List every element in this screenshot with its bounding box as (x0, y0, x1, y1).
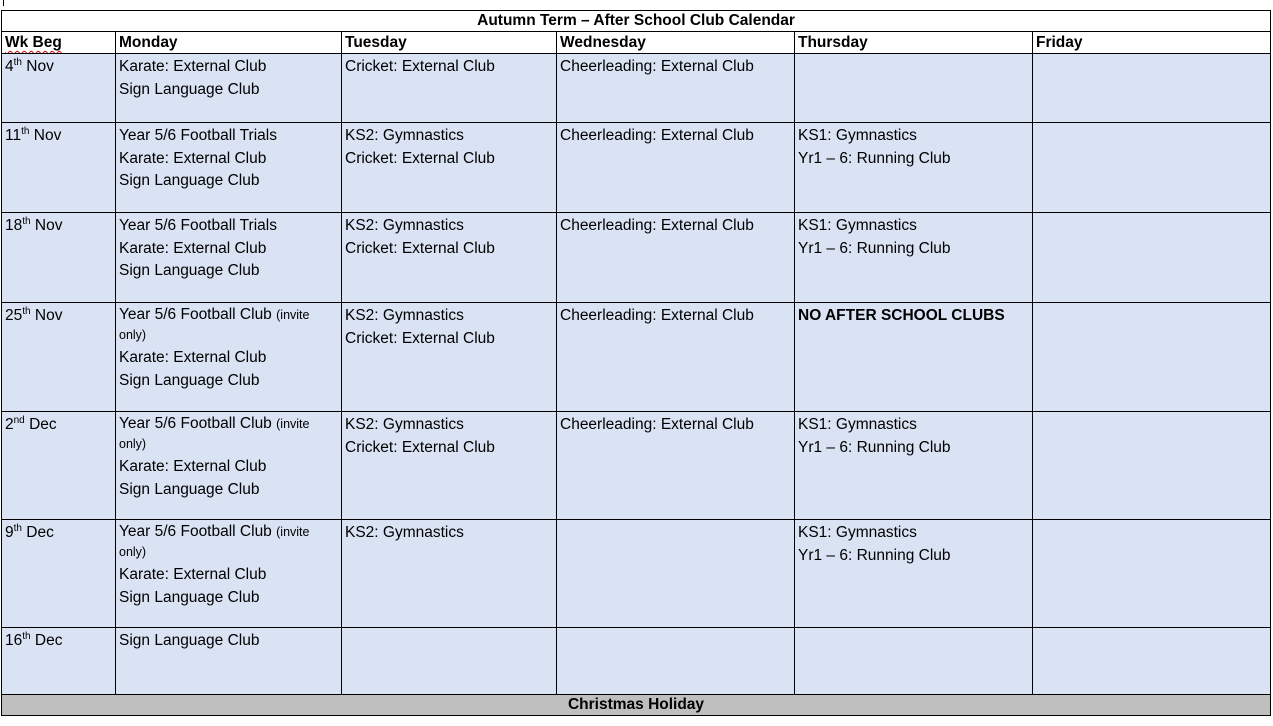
week-day-number: 18 (5, 217, 23, 234)
week-beginning (2, 123, 116, 213)
week-month: Dec (26, 524, 54, 541)
cell-thursday (795, 54, 1033, 123)
cell-wednesday (557, 123, 795, 213)
cell-tuesday (342, 412, 557, 520)
cell-friday (1033, 628, 1271, 695)
club-entry: Year 5/6 Football Trials (119, 127, 277, 144)
football-club-entry (119, 414, 338, 454)
club-entry: Year 5/6 Football Trials (119, 217, 277, 234)
cell-friday (1033, 213, 1271, 303)
calendar-title: Autumn Term – After School Club Calendar (2, 11, 1271, 32)
cell-tuesday (342, 628, 557, 695)
cell-monday (116, 213, 342, 303)
cell-wednesday (557, 412, 795, 520)
ordinal-suffix: th (22, 215, 31, 227)
holiday-row (2, 695, 1271, 716)
week-row (2, 303, 1271, 412)
ordinal-suffix: th (13, 522, 22, 534)
week-beginning (2, 213, 116, 303)
football-club-entry (119, 305, 338, 345)
club-entry: KS1: Gymnastics (798, 524, 917, 541)
week-month: Nov (33, 127, 62, 144)
club-entry: Sign Language Club (119, 80, 260, 98)
football-club-entry (119, 522, 338, 562)
cell-monday (116, 303, 342, 412)
club-entry: Sign Language Club (119, 172, 260, 189)
header-thursday: Thursday (795, 32, 1033, 54)
week-month: Nov (34, 217, 63, 234)
header-monday: Monday (116, 32, 342, 54)
club-entry: Karate: External Club (119, 149, 267, 167)
cell-friday (1033, 520, 1271, 628)
header-week: Wk Beg (2, 32, 116, 54)
no-clubs-notice: NO AFTER SCHOOL CLUBS (798, 307, 1005, 324)
cell-wednesday (557, 303, 795, 412)
cell-thursday (795, 520, 1033, 628)
club-entry: Sign Language Club (119, 632, 260, 649)
club-entry: KS1: Gymnastics (798, 127, 917, 144)
club-entry: Cheerleading: External Club (560, 217, 754, 234)
club-entry: KS2: Gymnastics (345, 127, 464, 144)
club-entry: Karate: External Club (119, 458, 267, 475)
cell-friday (1033, 303, 1271, 412)
football-club-label: Year 5/6 Football Club (119, 306, 272, 323)
header-wednesday: Wednesday (557, 32, 795, 54)
cell-friday (1033, 123, 1271, 213)
football-club-label: Year 5/6 Football Club (119, 523, 272, 540)
club-entry: Karate: External Club (119, 239, 267, 257)
cell-monday (116, 412, 342, 520)
week-row (2, 54, 1271, 123)
cell-friday (1033, 54, 1271, 123)
cell-tuesday (342, 213, 557, 303)
week-beginning (2, 628, 116, 695)
club-entry: Sign Language Club (119, 371, 260, 389)
club-entry: Cheerleading: External Club (560, 127, 754, 144)
club-entry: Cricket: External Club (345, 329, 495, 347)
club-entry: Karate: External Club (119, 349, 267, 366)
title-row (2, 11, 1271, 32)
ordinal-suffix: th (13, 56, 22, 68)
week-row (2, 123, 1271, 213)
cell-wednesday (557, 213, 795, 303)
week-day-number: 4 (5, 58, 14, 75)
ordinal-suffix: nd (13, 414, 25, 426)
club-entry: KS2: Gymnastics (345, 416, 464, 433)
club-entry: KS2: Gymnastics (345, 307, 464, 324)
week-day-number: 11 (5, 127, 22, 144)
cell-wednesday (557, 628, 795, 695)
cell-wednesday (557, 54, 795, 123)
club-calendar-table (1, 10, 1271, 716)
header-tuesday: Tuesday (342, 32, 557, 54)
club-entry: Cricket: External Club (345, 239, 495, 257)
cell-monday (116, 123, 342, 213)
club-entry: Cheerleading: External Club (560, 307, 754, 324)
ordinal-suffix: th (22, 630, 31, 642)
week-row (2, 412, 1271, 520)
club-entry: Cricket: External Club (345, 58, 495, 75)
football-club-label: Year 5/6 Football Club (119, 415, 272, 432)
club-entry: Cricket: External Club (345, 438, 495, 456)
week-day-number: 9 (5, 524, 14, 541)
week-day-number: 2 (5, 416, 14, 433)
week-row (2, 520, 1271, 628)
cell-tuesday (342, 123, 557, 213)
club-entry: Sign Language Club (119, 480, 260, 498)
cell-tuesday (342, 303, 557, 412)
club-entry: Cricket: External Club (345, 149, 495, 167)
week-day-number: 16 (5, 632, 23, 649)
club-entry: Sign Language Club (119, 588, 260, 606)
week-row (2, 628, 1271, 695)
club-entry: Yr1 – 6: Running Club (798, 546, 951, 564)
week-month: Dec (34, 632, 63, 649)
club-entry: Cheerleading: External Club (560, 58, 754, 75)
text-cursor (3, 0, 4, 6)
cell-thursday (795, 628, 1033, 695)
invite-only-note: (invite only) (119, 308, 310, 342)
club-entry: Cheerleading: External Club (560, 416, 754, 433)
club-entry: KS2: Gymnastics (345, 217, 464, 234)
week-day-number: 25 (5, 307, 23, 324)
cell-thursday (795, 412, 1033, 520)
cell-tuesday (342, 54, 557, 123)
week-beginning (2, 54, 116, 123)
ordinal-suffix: th (21, 125, 30, 137)
invite-only-note: (invite only) (119, 417, 310, 451)
holiday-label: Christmas Holiday (2, 695, 1271, 716)
club-entry: KS1: Gymnastics (798, 217, 917, 234)
club-entry: Karate: External Club (119, 58, 267, 75)
week-month: Nov (26, 58, 54, 75)
club-entry: KS1: Gymnastics (798, 416, 917, 433)
cell-monday (116, 54, 342, 123)
week-beginning (2, 412, 116, 520)
club-entry: Yr1 – 6: Running Club (798, 438, 951, 456)
cell-monday (116, 520, 342, 628)
week-beginning (2, 303, 116, 412)
cell-thursday (795, 213, 1033, 303)
club-entry: KS2: Gymnastics (345, 524, 464, 541)
club-entry: Sign Language Club (119, 262, 260, 279)
week-beginning (2, 520, 116, 628)
week-row (2, 213, 1271, 303)
ordinal-suffix: th (22, 305, 31, 317)
invite-only-note: (invite only) (119, 525, 310, 559)
club-entry: Karate: External Club (119, 566, 267, 583)
club-entry: Yr1 – 6: Running Club (798, 149, 951, 167)
cell-thursday (795, 123, 1033, 213)
header-row (2, 32, 1271, 54)
week-month: Nov (34, 307, 63, 324)
cell-thursday (795, 303, 1033, 412)
week-month: Dec (29, 416, 57, 433)
cell-friday (1033, 412, 1271, 520)
club-entry: Yr1 – 6: Running Club (798, 239, 951, 257)
cell-tuesday (342, 520, 557, 628)
cell-monday (116, 628, 342, 695)
cell-wednesday (557, 520, 795, 628)
header-friday: Friday (1033, 32, 1271, 54)
